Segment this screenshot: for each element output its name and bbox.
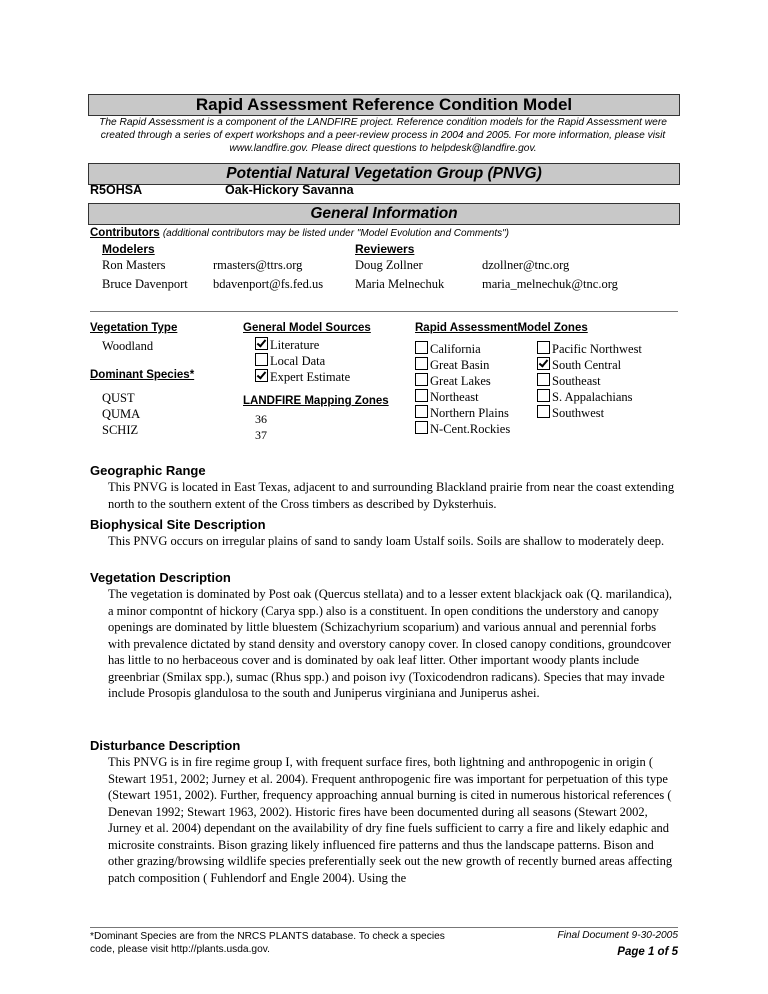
model-sources-label: General Model Sources [243,322,371,334]
mapping-zone-1: 36 [255,412,267,426]
model-zones-label: Rapid AssessmentModel Zones [415,322,588,334]
intro-text: The Rapid Assessment is a component of the LANDFIRE project. Reference condition models for the Rapid Assessment were created through a series of expert workshops and a peer-review process in 2004 and 2005. For more information, please visit www.landfire.gov. Please direct questions to helpdesk@landfire.gov. [99,117,667,154]
zone-northeast[interactable]: Northeast [415,389,510,405]
zone-great-basin[interactable]: Great Basin [415,357,510,373]
vegetation-type-label: Vegetation Type [90,322,178,334]
zone-california[interactable]: California [415,341,510,357]
dominant-species-3: SCHIZ [102,423,139,437]
vegetation-description-title: Vegetation Description [90,570,231,585]
divider [90,311,678,312]
page-number: Page 1 of 5 [617,946,678,958]
source-literature[interactable]: Literature [255,337,350,353]
vegetation-type-value: Woodland [102,339,154,353]
modelers-label: Modelers [102,242,155,256]
contributors-label: Contributors [90,227,160,239]
checkbox-icon[interactable] [415,389,428,402]
zone-great-lakes[interactable]: Great Lakes [415,373,510,389]
contributors-note: (additional contributors may be listed under "Model Evolution and Comments") [162,228,510,239]
footer-document-date: Final Document 9-30-2005 [557,930,678,941]
zone-southeast[interactable]: Southeast [537,373,642,389]
biophysical-body: This PNVG occurs on irregular plains of sand to sandy loam Ustalf soils. Soils are shallow to moderately deep. [108,534,665,548]
source-expert-estimate[interactable]: Expert Estimate [255,369,350,385]
checkbox-icon[interactable] [537,389,550,402]
zone-pacific-northwest[interactable]: Pacific Northwest [537,341,642,357]
general-info-heading: General Information [88,203,680,225]
reviewer-1-name: Doug Zollner [355,258,423,272]
zone-n-cent-rockies[interactable]: N-Cent.Rockies [415,421,510,437]
checkbox-checked-icon[interactable] [255,369,268,382]
modeler-2-name: Bruce Davenport [102,277,188,291]
checkbox-icon[interactable] [537,341,550,354]
modeler-1-email: rmasters@ttrs.org [213,258,303,272]
checkbox-icon[interactable] [415,373,428,386]
disturbance-description-title: Disturbance Description [90,738,241,753]
checkbox-checked-icon[interactable] [537,357,550,370]
zone-southwest[interactable]: Southwest [537,405,642,421]
footer-note: *Dominant Species are from the NRCS PLANTS database. To check a species code, please visit http://plants.usda.gov. [90,931,445,955]
pnvg-heading: Potential Natural Vegetation Group (PNVG) [88,163,680,185]
checkbox-icon[interactable] [415,421,428,434]
model-sources-list [255,337,350,385]
reviewer-1-email: dzollner@tnc.org [482,258,570,272]
dominant-species-label: Dominant Species* [90,369,195,381]
reviewers-label: Reviewers [355,242,415,256]
pnvg-code: R5OHSA [90,183,143,197]
geographic-range-body: This PNVG is located in East Texas, adjacent to and surrounding Blackland prairie from near the coast extending north to the southern extent of the Cross timbers as described by Dyksterhuis. [108,480,675,511]
checkbox-icon[interactable] [415,357,428,370]
pnvg-name: Oak-Hickory Savanna [225,183,354,197]
checkbox-icon[interactable] [415,405,428,418]
modeler-1-name: Ron Masters [102,258,166,272]
zone-s-appalachians[interactable]: S. Appalachians [537,389,642,405]
biophysical-title: Biophysical Site Description [90,517,266,532]
page-title: Rapid Assessment Reference Condition Model [88,94,680,116]
checkbox-icon[interactable] [537,405,550,418]
zone-northern-plains[interactable]: Northern Plains [415,405,510,421]
model-zones-left [415,341,510,437]
contributors-line [90,227,509,239]
checkbox-checked-icon[interactable] [255,337,268,350]
reviewer-2-name: Maria Melnechuk [355,277,445,291]
mapping-zone-2: 37 [255,428,267,442]
modeler-2-email: bdavenport@fs.fed.us [213,277,324,291]
model-zones-right [537,341,642,421]
geographic-range-title: Geographic Range [90,463,206,478]
checkbox-icon[interactable] [537,373,550,386]
disturbance-description-body: This PNVG is in fire regime group I, with frequent surface fires, both lightning and anthropogenic in origin ( Stewart 1951, 2002; Jurney et al. 2004). Frequent anthropogenic fire was important for perpetuation of this type (Stewart 1951, 2002). Further, frequency approaching annual burning is cited in numerous historical references ( Denevan 1992; Stewart 1963, 2002). Historic fires have been documented during all seasons (Stewart 2002, Jurney et al. 2004) dependant on the availability of dry fine fuels sufficient to carry a fire and likely edaphic and microsite constraints. Bison grazing likely influenced fire patterns and thus the landscape patterns. Bison and other grazing/browsing wildlife species preferentially seek out the new growth of recently burned areas affecting patch composition ( Fuhlendorf and Engle 2004). Using the [108,755,673,885]
vegetation-description-body: The vegetation is dominated by Post oak (Quercus stellata) and to a lesser extent blackjack oak (Q. marilandica), a minor compontnt of hickory (Carya spp.) also is a constituent. In open conditions the understory and canopy openings are dominated by little bluestem (Schizachyrium scoparium) and various annual and perennial forbs with prevalence dictated by stand density and overstory canopy cover. In closed canopy conditions, groundcover has little to no herbaceous cover and is dominated by oak leaf litter. Other important woody plants include greenbriar (Smilax spp.), sumac (Rhus spp.) and poison ivy (Toxicodendron radicans). Species that may invade include Prosopis glandulosa to the south and Juniperus virginiana and Juniperus ashei. [108,587,673,700]
mapping-zones-label: LANDFIRE Mapping Zones [243,395,389,407]
zone-south-central[interactable]: South Central [537,357,642,373]
checkbox-icon[interactable] [255,353,268,366]
reviewer-2-email: maria_melnechuk@tnc.org [482,277,618,291]
source-local-data[interactable]: Local Data [255,353,350,369]
footer-divider [90,927,678,928]
dominant-species-2: QUMA [102,407,141,421]
checkbox-icon[interactable] [415,341,428,354]
dominant-species-1: QUST [102,391,135,405]
